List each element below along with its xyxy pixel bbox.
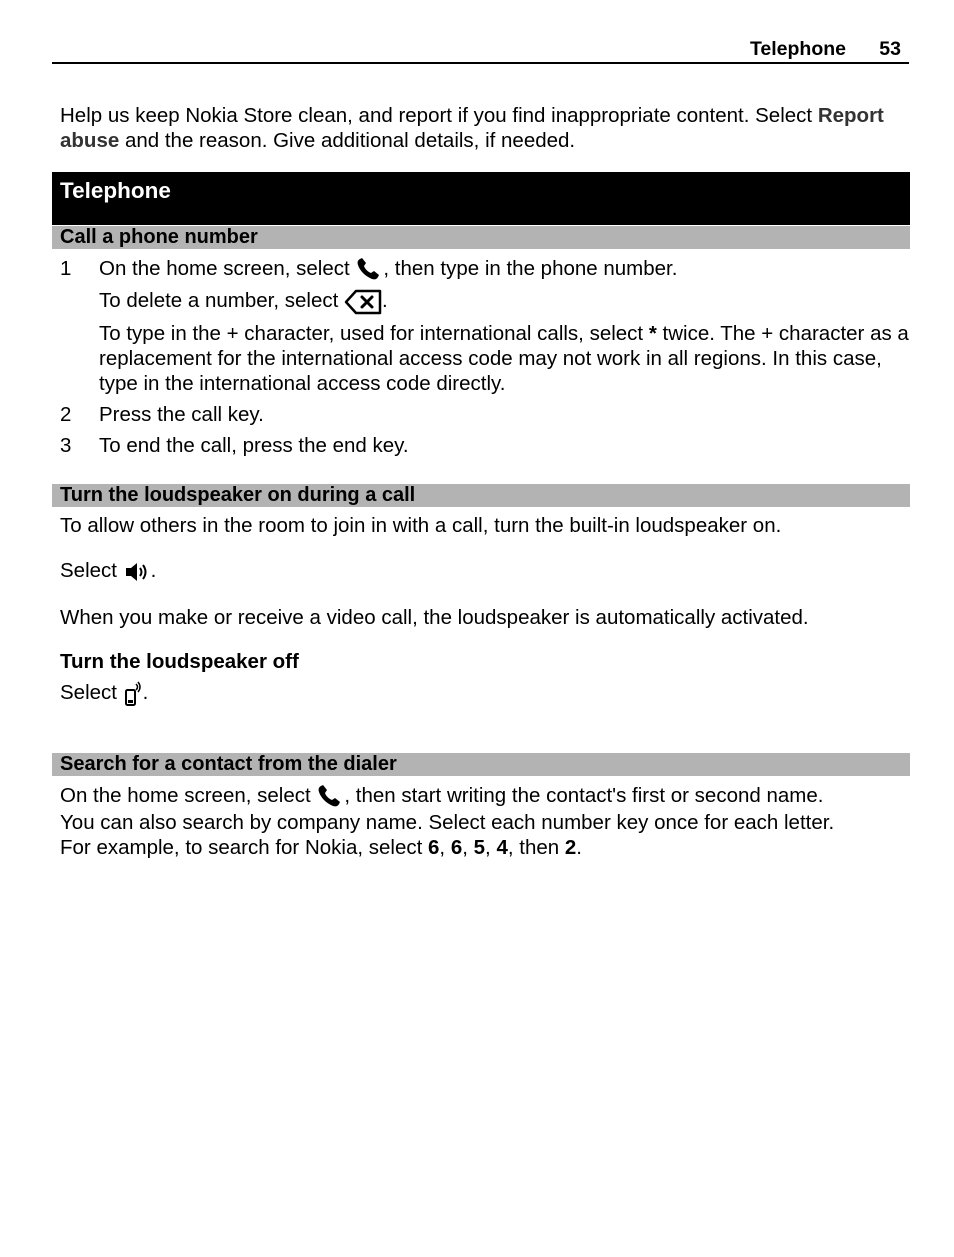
phone-icon (316, 784, 344, 810)
sentence-end: . (576, 836, 582, 859)
separator: , (462, 836, 474, 859)
key-5: 5 (473, 836, 486, 859)
step-1-text (99, 256, 909, 283)
loudspeaker-intro: To allow others in the room to join in with a call, turn the built-in loudspeaker on. (60, 514, 782, 537)
loudspeaker-select (60, 558, 910, 585)
delete-instruction (99, 288, 909, 315)
step-3-text: To end the call, press the end key. (99, 434, 409, 457)
plus-after: twice. The + character as a replacement for the international access code may not work in all regions. In this case, type in the international access code directly. (99, 322, 909, 395)
section-header (52, 172, 910, 225)
step-1-before: On the home screen, select (99, 257, 356, 280)
subsection-title-loudspeaker: Turn the loudspeaker on during a call (60, 484, 416, 506)
key-4: 4 (496, 836, 508, 859)
select-off-label: Select (60, 681, 123, 704)
step-number-2: 2 (60, 403, 72, 426)
search-line-2: You can also search by company name. Select each number key once for each letter. (60, 811, 835, 834)
separator: , then (507, 836, 565, 859)
backspace-icon (344, 289, 382, 315)
search-line-1 (60, 783, 910, 810)
key-6-first: 6 (428, 836, 440, 859)
loudspeaker-off-select (60, 680, 910, 707)
plus-instruction (99, 321, 909, 396)
separator: , (485, 836, 497, 859)
search-line-1-before: On the home screen, select (60, 784, 317, 807)
header-title: Telephone (749, 38, 846, 60)
select-off-end: . (142, 681, 149, 704)
subsection-title-search: Search for a contact from the dialer (60, 753, 397, 775)
search-line-3-before: For example, to search for Nokia, select (60, 836, 429, 859)
select-label: Select (60, 559, 123, 582)
star-key: * (648, 322, 657, 345)
phone-icon (355, 257, 383, 283)
search-line-3 (60, 835, 910, 860)
search-line-1-after: , then start writing the contact's first or second name. (344, 784, 824, 807)
running-header (52, 36, 909, 64)
delete-after: . (382, 289, 388, 312)
subsection-header-loudspeaker (52, 484, 910, 507)
subsection-header-search (52, 753, 910, 776)
intro-paragraph (60, 103, 910, 153)
step-number-1: 1 (60, 257, 72, 280)
subsection-header-call (52, 226, 910, 249)
step-2-text: Press the call key. (99, 403, 264, 426)
key-2: 2 (564, 836, 577, 859)
plus-before: To type in the + character, used for international calls, select (99, 322, 649, 345)
step-number-3: 3 (60, 434, 72, 457)
step-1-after: , then type in the phone number. (383, 257, 678, 280)
subsection-title-call: Call a phone number (60, 226, 258, 248)
key-6-second: 6 (450, 836, 463, 859)
intro-text: Help us keep Nokia Store clean, and report if you find inappropriate content. Select (60, 104, 818, 127)
handset-icon (123, 681, 143, 707)
intro-text-end: and the reason. Give additional details, if needed. (119, 129, 576, 152)
loudspeaker-off-heading: Turn the loudspeaker off (60, 650, 299, 673)
report-abuse-label: Report abuse (60, 104, 884, 152)
separator: , (439, 836, 451, 859)
speaker-icon (123, 559, 151, 585)
section-title: Telephone (60, 178, 171, 203)
page-number: 53 (879, 38, 901, 60)
select-end: . (150, 559, 157, 582)
delete-before: To delete a number, select (99, 289, 345, 312)
video-call-note: When you make or receive a video call, the loudspeaker is automatically activated. (60, 606, 809, 629)
